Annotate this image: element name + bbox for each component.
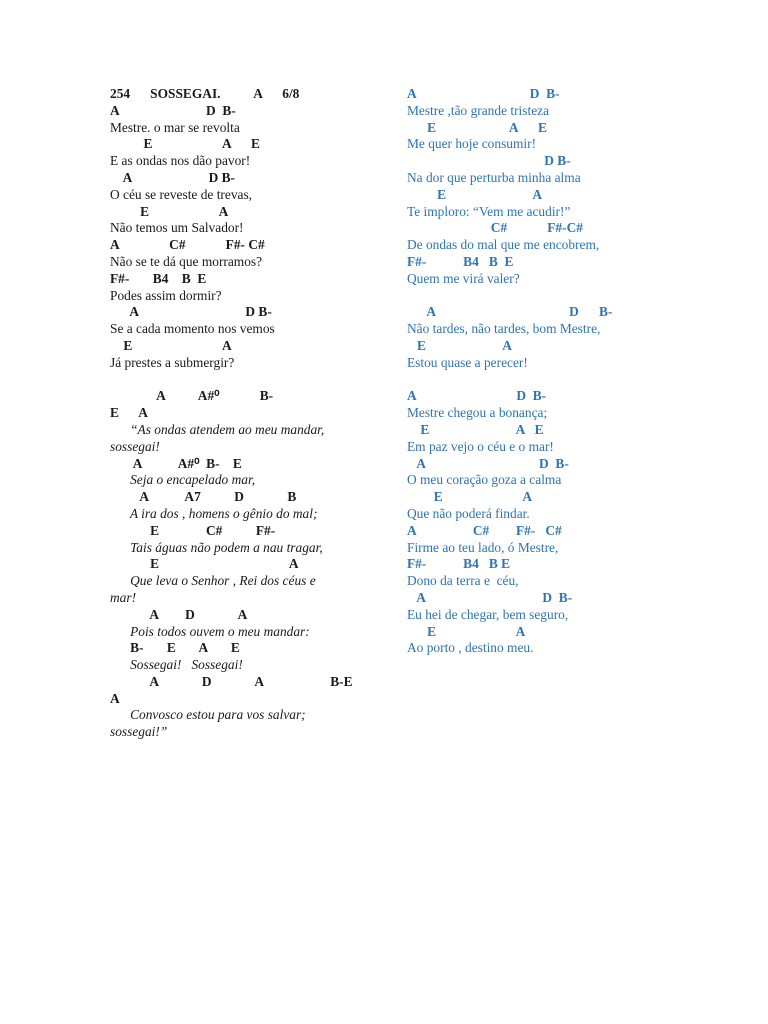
chord-line: A A7 D B	[110, 489, 297, 505]
chord-line: D B-	[407, 153, 571, 169]
chord-line: F#- B4 B E	[407, 253, 514, 269]
lyric-line: O céu se reveste de trevas,	[110, 186, 253, 202]
lyric-line: sossegai!”	[110, 724, 168, 740]
lyric-line: Que não poderá findar.	[407, 505, 530, 521]
lyric-line: A ira dos , homens o gênio do mal;	[110, 505, 318, 521]
lyric-line: Que leva o Senhor , Rei dos céus e	[110, 573, 316, 589]
chord-line: A C# F#- C#	[407, 522, 562, 538]
chord-line: E A	[407, 186, 543, 202]
lyric-line: sossegai!	[110, 438, 160, 454]
chord-line: A A#⁰ B-	[110, 388, 274, 404]
chord-line: A A#⁰ B- E	[110, 455, 242, 471]
chord-line: E A	[407, 623, 526, 639]
chord-line: E A E	[110, 136, 260, 152]
stanza-gap	[407, 372, 647, 389]
lyric-line: Quem me virá valer?	[407, 270, 520, 286]
lyric-line: Sossegai! Sossegai!	[110, 657, 243, 673]
chord-line: A	[110, 690, 120, 706]
lyric-line: Não tardes, não tardes, bom Mestre,	[407, 321, 601, 337]
lyric-line: O meu coração goza a calma	[407, 472, 562, 488]
stanza-gap	[110, 372, 360, 389]
lyric-line: Pois todos ouvem o meu mandar:	[110, 623, 310, 639]
chord-line: E A	[110, 556, 299, 572]
lyric-line: Firme ao teu lado, ó Mestre,	[407, 539, 559, 555]
lyric-line: De ondas do mal que me encobrem,	[407, 237, 600, 253]
lyric-line: mar!	[110, 589, 137, 605]
chord-line: E C# F#-	[110, 522, 276, 538]
chord-line: A C# F#- C#	[110, 237, 265, 253]
stanza-gap	[407, 288, 647, 305]
right-column	[407, 86, 647, 657]
chord-line: A D B-	[407, 388, 547, 404]
lyric-line: Eu hei de chegar, bem seguro,	[407, 606, 569, 622]
chord-line: E A	[407, 489, 532, 505]
chord-line: A D B-	[110, 102, 236, 118]
chord-line: A D B-	[407, 86, 560, 101]
chord-line: F#- B4 B E	[407, 556, 511, 572]
chord-line: A D B-	[407, 455, 569, 471]
lyric-line: Tais águas não podem a nau tragar,	[110, 539, 323, 555]
lyric-line: Estou quase a perecer!	[407, 354, 528, 370]
lyric-line: Convosco estou para vos salvar;	[110, 707, 306, 723]
chord-line: A D A B-E	[110, 673, 353, 689]
chord-line: A D B-	[110, 304, 272, 320]
chord-line: A D B-	[407, 304, 613, 320]
lyric-line: Mestre chegou a bonança;	[407, 405, 548, 421]
chord-line: E A	[110, 337, 232, 353]
lyric-line: Em paz vejo o céu e o mar!	[407, 438, 554, 454]
lyric-line: E as ondas nos dão pavor!	[110, 153, 251, 169]
lyric-line: Já prestes a submergir?	[110, 354, 235, 370]
lyric-line: Podes assim dormir?	[110, 287, 222, 303]
chord-line: E A E	[407, 421, 544, 437]
chord-line: B- E A E	[110, 640, 240, 656]
chord-line: C# F#-C#	[407, 220, 583, 236]
chord-line: E A	[110, 405, 148, 421]
lyric-line: Dono da terra e céu,	[407, 573, 519, 589]
lyric-line: Na dor que perturba minha alma	[407, 169, 581, 185]
left-column	[110, 86, 360, 741]
chord-line: F#- B4 B E	[110, 270, 207, 286]
chord-line: 254 SOSSEGAI. A 6/8	[110, 86, 300, 101]
chord-line: E A	[110, 203, 229, 219]
chord-line: A D A	[110, 606, 248, 622]
lyric-line: Se a cada momento nos vemos	[110, 321, 275, 337]
lyric-line: Mestre ,tão grande tristeza	[407, 102, 550, 118]
lyric-line: Te imploro: “Vem me acudir!”	[407, 203, 571, 219]
lyric-line: Não se te dá que morramos?	[110, 253, 263, 269]
chord-line: A D B-	[407, 589, 573, 605]
chord-line: E A	[407, 337, 512, 353]
lyric-line: Não temos um Salvador!	[110, 220, 244, 236]
chord-line: A D B-	[110, 169, 235, 185]
lyric-line: Mestre. o mar se revolta	[110, 119, 240, 135]
chord-line: E A E	[407, 119, 547, 135]
lyric-line: “As ondas atendem ao meu mandar,	[110, 421, 325, 437]
lyric-line: Seja o encapelado mar,	[110, 472, 256, 488]
lyric-line: Me quer hoje consumir!	[407, 136, 537, 152]
lyric-line: Ao porto , destino meu.	[407, 640, 534, 656]
